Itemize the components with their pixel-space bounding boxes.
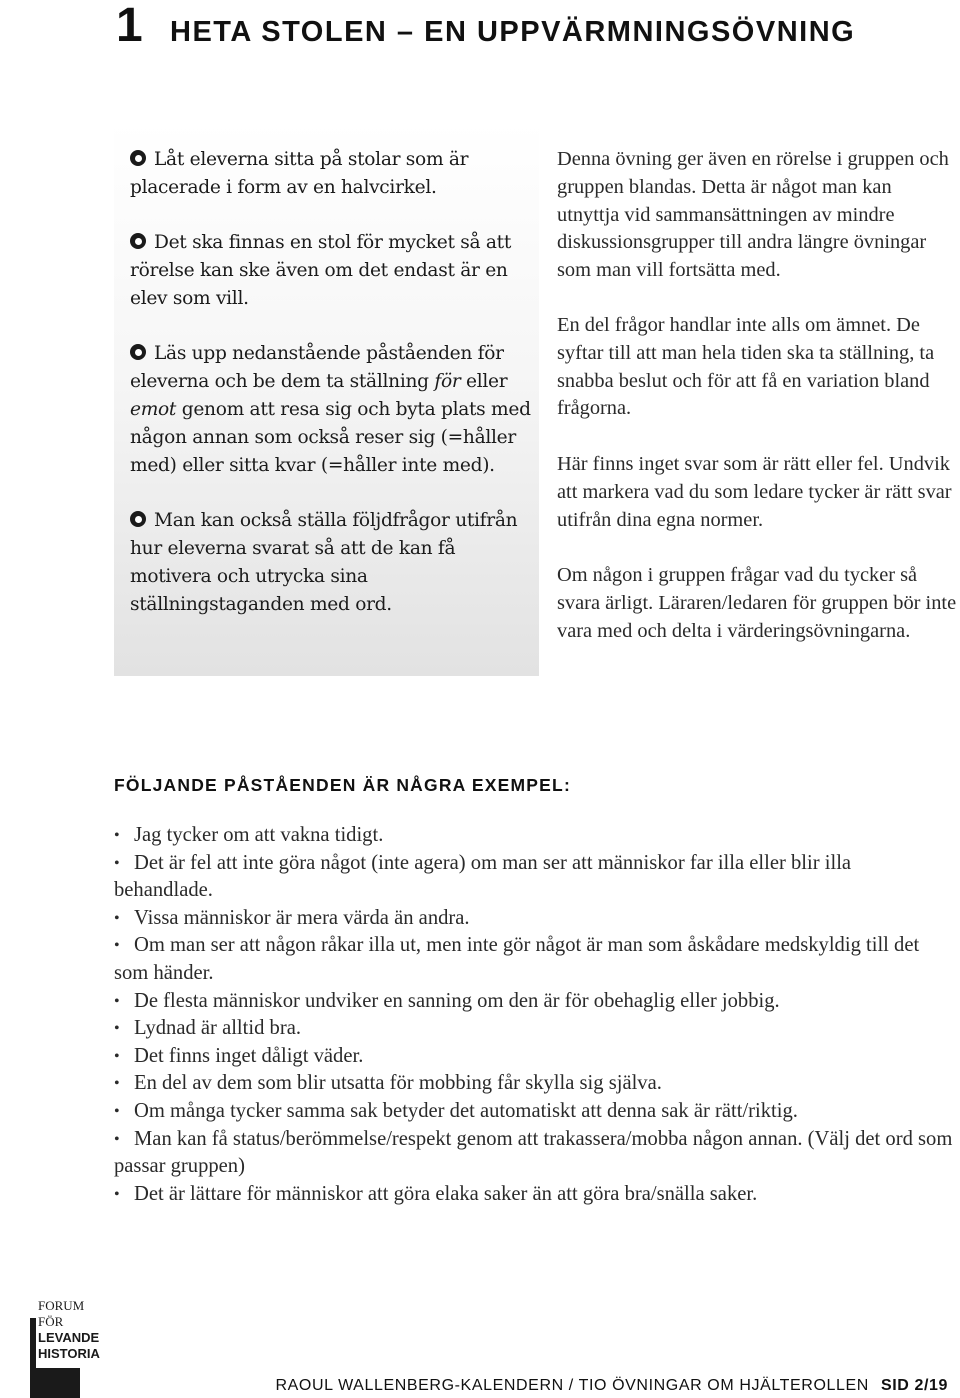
bullet-circle-icon <box>130 511 146 527</box>
bullet-icon: • <box>114 1130 120 1148</box>
logo-text: FÖR <box>38 1314 64 1329</box>
instruction-text: eller <box>460 371 508 392</box>
section-number: 1 <box>116 0 143 52</box>
list-item: • Det är lättare för människor att göra elaka saker än att göra bra/snälla saker. <box>114 1181 954 1209</box>
instruction-emphasis: emot <box>130 399 177 420</box>
bullet-circle-icon <box>130 233 146 249</box>
list-item: • Lydnad är alltid bra. <box>114 1015 954 1043</box>
list-item: • Jag tycker om att vakna tidigt. <box>114 822 954 850</box>
instruction-text: Man kan också ställa följdfrågor utifrån hur eleverna svarat så att de kan få motivera och utrycka sina ställningstaganden med ord. <box>130 510 518 615</box>
right-paragraph: Här finns inget svar som är rätt eller fel. Undvik att markera vad du som ledare tycker är rätt svar utifrån dina egna normer. <box>557 453 952 531</box>
page-footer <box>276 1377 949 1395</box>
logo-text: LEVANDE <box>38 1330 100 1345</box>
examples-heading: FÖLJANDE PÅSTÅENDEN ÄR NÅGRA EXEMPEL: <box>114 775 571 795</box>
list-item: • Man kan få status/berömmelse/respekt genom att trakassera/mobba någon annan. (Välj det ord som passar gruppen) <box>114 1127 953 1178</box>
instruction-emphasis: för <box>434 371 461 392</box>
logo-text: FORUM <box>38 1298 85 1313</box>
bullet-icon: • <box>114 992 120 1010</box>
footer-page-number: SID 2/19 <box>880 1377 948 1394</box>
instruction-text: Det ska finnas en stol för mycket så att rörelse kan ske även om det endast är en elev som vill. <box>130 232 512 309</box>
right-paragraph: Om någon i gruppen frågar vad du tycker så svara ärligt. Läraren/ledaren för gruppen bör inte vara med och delta i värderingsövningarna. <box>557 564 957 642</box>
list-item: • En del av dem som blir utsatta för mobbing får skylla sig själva. <box>114 1070 954 1098</box>
right-paragraph: En del frågor handlar inte alls om ämnet. De syftar till att man hela tiden ska ta ställning, ta snabba beslut och för att få en variation bland frågorna. <box>557 314 935 420</box>
footer-publication: RAOUL WALLENBERG-KALENDERN / TIO ÖVNINGAR OM HJÄLTEROLLEN <box>275 1377 869 1394</box>
list-item: • Om många tycker samma sak betyder det automatiskt att denna sak är rätt/riktig. <box>114 1098 954 1126</box>
list-item: • Det finns inget dåligt väder. <box>114 1043 954 1071</box>
forum-levande-historia-logo <box>30 1298 120 1398</box>
bullet-icon: • <box>114 937 120 955</box>
bullet-icon: • <box>114 1047 120 1065</box>
bullet-circle-icon <box>130 150 146 166</box>
list-item: • Vissa människor är mera värda än andra. <box>114 905 954 933</box>
instruction-item <box>130 146 535 202</box>
instruction-item <box>130 229 535 313</box>
examples-list <box>114 822 954 1208</box>
list-item: • De flesta människor undviker en sanning om den är för obehaglig eller jobbig. <box>114 988 954 1016</box>
bullet-icon: • <box>114 1185 120 1203</box>
instruction-item <box>130 507 535 619</box>
bullet-circle-icon <box>130 344 146 360</box>
list-item: • Om man ser att någon råkar illa ut, men inte gör något är man som åskådare medskyldig till det som händer. <box>114 934 920 984</box>
instruction-item <box>130 340 535 480</box>
page-title: HETA STOLEN – EN UPPVÄRMNINGSÖVNING <box>170 16 856 48</box>
bullet-icon: • <box>114 854 120 872</box>
instruction-text: genom att resa sig och byta plats med någon annan som också reser sig (=håller med) eller sitta kvar (=håller inte med). <box>130 399 531 476</box>
instruction-text: Läs upp nedanstående påståenden för eleverna och be dem ta ställning <box>130 343 504 392</box>
right-paragraph: Denna övning ger även en rörelse i gruppen och gruppen blandas. Detta är något man kan utnyttja vid sammansättningen av mindre diskussionsgrupper till andra längre övningar som man vill fortsätta med. <box>557 148 949 282</box>
logo-block <box>30 1368 80 1398</box>
bullet-icon: • <box>114 1102 120 1120</box>
instruction-text: Låt eleverna sitta på stolar som är placerade i form av en halvcirkel. <box>130 149 469 198</box>
bullet-icon: • <box>114 1075 120 1093</box>
list-item: • Det är fel att inte göra något (inte agera) om man ser att människor far illa eller blir illa behandlade. <box>114 851 852 902</box>
bullet-icon: • <box>114 1020 120 1038</box>
bullet-icon: • <box>114 827 120 844</box>
bullet-icon: • <box>114 909 120 927</box>
logo-text: HISTORIA <box>38 1346 100 1361</box>
